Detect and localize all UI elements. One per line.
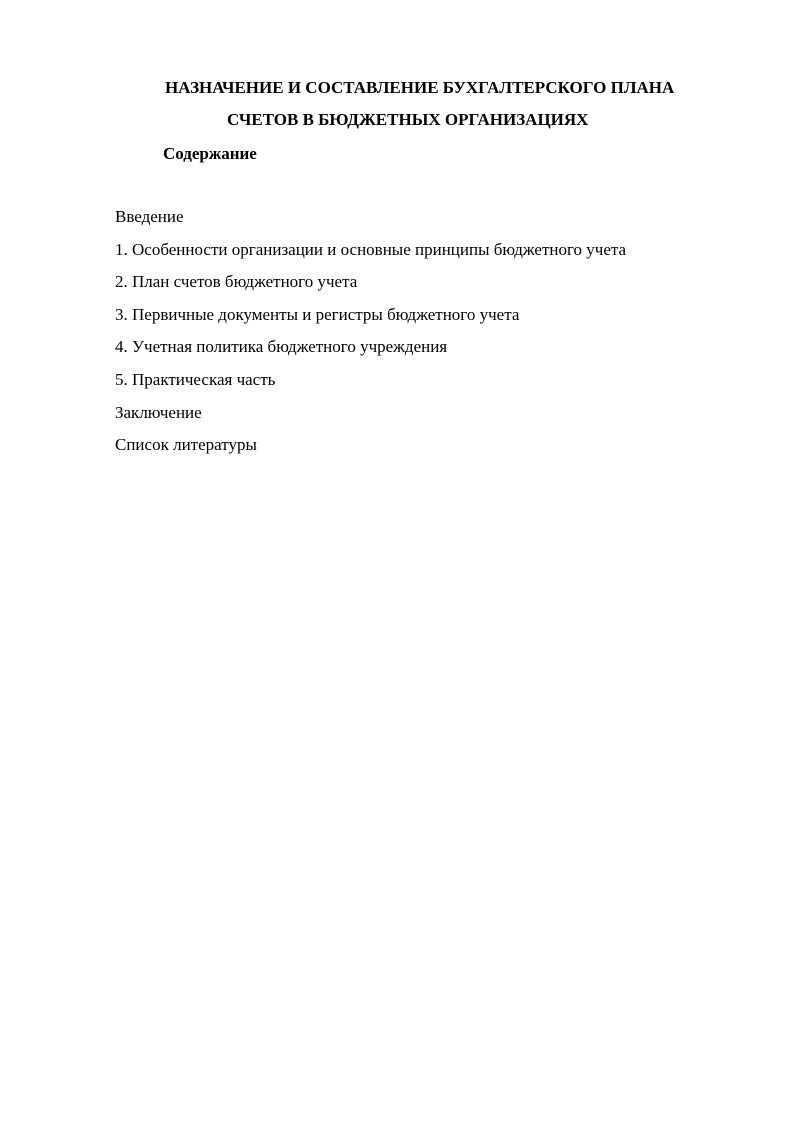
document-title-line-2: СЧЕТОВ В БЮДЖЕТНЫХ ОРГАНИЗАЦИЯХ <box>227 110 589 129</box>
toc-item-section-4: 4. Учетная политика бюджетного учреждения <box>115 337 448 357</box>
toc-item-section-5: 5. Практическая часть <box>115 369 276 389</box>
document-title-line-1: НАЗНАЧЕНИЕ И СОСТАВЛЕНИЕ БУХГАЛТЕРСКОГО ПЛАНА <box>165 78 675 97</box>
table-of-contents <box>115 207 626 468</box>
toc-item-section-2: 2. План счетов бюджетного учета <box>115 272 358 292</box>
toc-item-section-1: 1. Особенности организации и основные принципы бюджетного учета <box>115 239 627 259</box>
toc-item-introduction: Введение <box>115 207 184 226</box>
toc-item-references: Список литературы <box>115 435 257 455</box>
toc-item-conclusion: Заключение <box>115 402 202 422</box>
contents-heading: Содержание <box>163 144 257 163</box>
toc-item-section-3: 3. Первичные документы и регистры бюджетного учета <box>115 304 520 324</box>
